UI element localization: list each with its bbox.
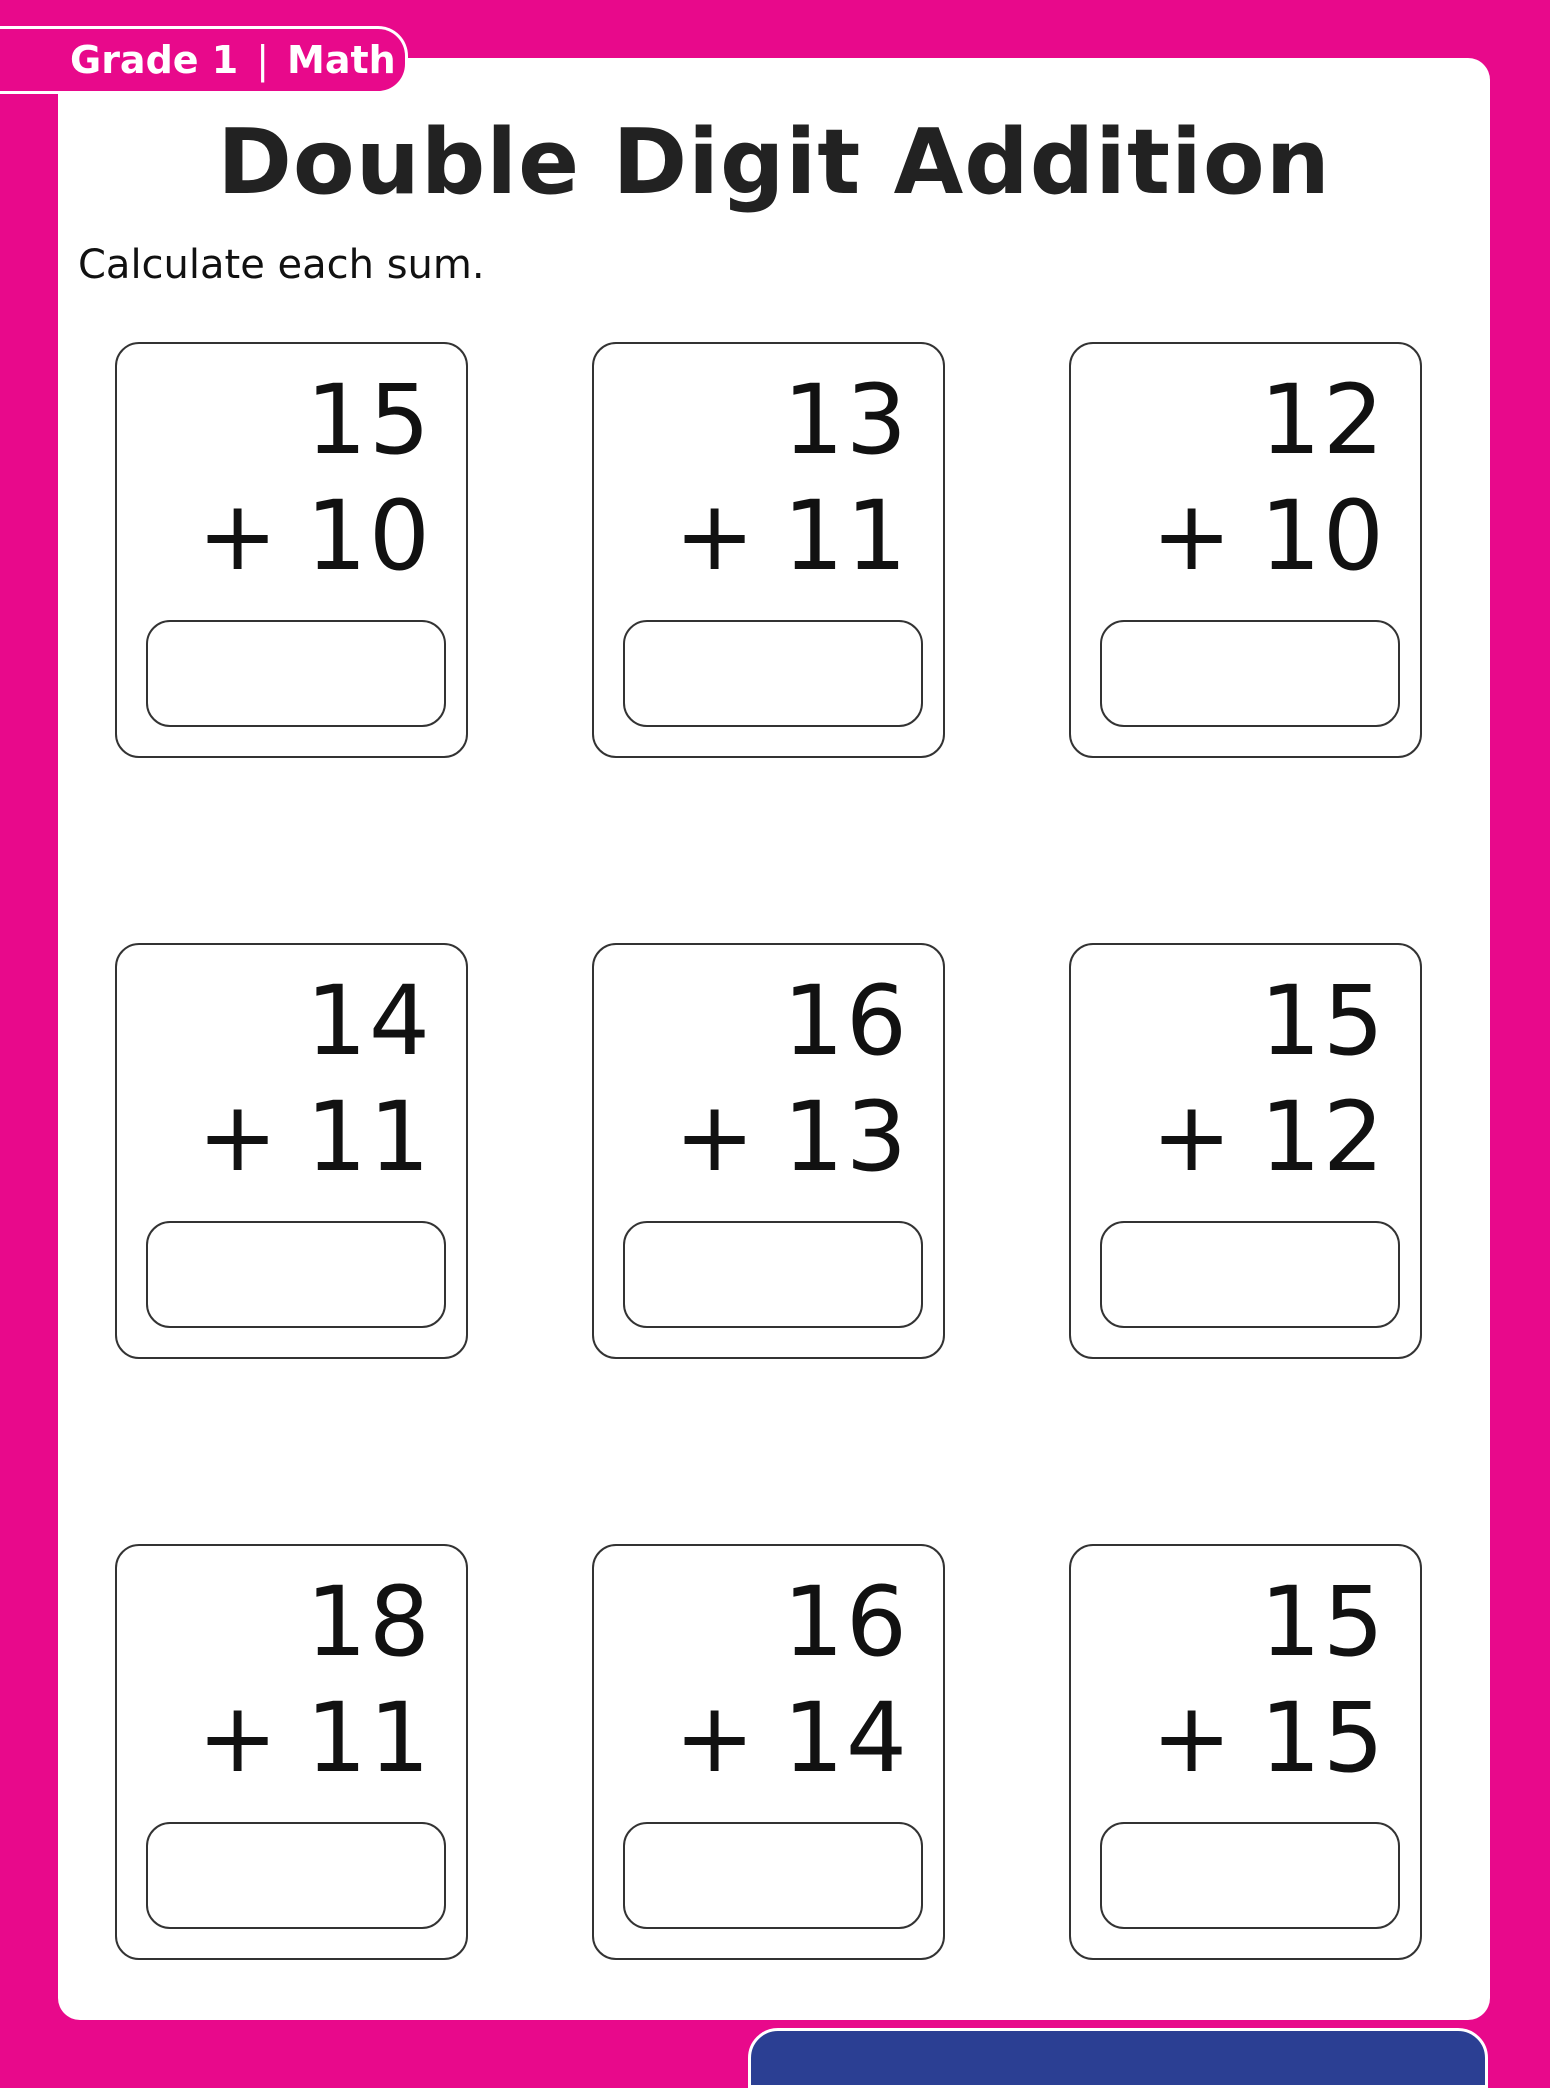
problem-card-1 [115,342,468,758]
answer-box[interactable] [623,620,923,727]
subject-label: Math [287,38,396,82]
instruction-text: Calculate each sum. [78,242,485,288]
problem-card-7 [115,1544,468,1960]
addend-bottom-row [197,480,432,592]
plus-sign: + [674,1682,757,1794]
addend-bottom-row [197,1081,432,1193]
plus-sign: + [197,1081,280,1193]
addend-bottom-row [674,480,909,592]
addend-bottom: 11 [305,1682,432,1794]
grade-label: Grade 1 [70,38,239,82]
addend-bottom-row [1151,1081,1386,1193]
addend-top: 15 [1259,1566,1386,1678]
addend-top: 15 [1259,965,1386,1077]
plus-sign: + [1151,480,1234,592]
problem-card-8 [592,1544,945,1960]
addend-bottom: 13 [782,1081,909,1193]
footer-banner [748,2028,1488,2088]
answer-box[interactable] [146,1221,446,1328]
plus-sign: + [1151,1682,1234,1794]
plus-sign: + [197,1682,280,1794]
answer-box[interactable] [1100,1221,1400,1328]
addend-top: 14 [305,965,432,1077]
plus-sign: + [197,480,280,592]
problem-card-6 [1069,943,1422,1359]
addend-bottom-row [674,1081,909,1193]
answer-box[interactable] [1100,620,1400,727]
addend-bottom-row [674,1682,909,1794]
problem-card-9 [1069,1544,1422,1960]
addend-bottom-row [1151,1682,1386,1794]
problem-card-3 [1069,342,1422,758]
page-title: Double Digit Addition [217,110,1331,215]
problem-card-4 [115,943,468,1359]
addend-top: 12 [1259,364,1386,476]
addend-bottom: 12 [1259,1081,1386,1193]
addend-top: 13 [782,364,909,476]
answer-box[interactable] [623,1822,923,1929]
addend-bottom: 11 [782,480,909,592]
problem-card-5 [592,943,945,1359]
addend-top: 15 [305,364,432,476]
problem-card-2 [592,342,945,758]
problem-grid [115,342,1422,1960]
addend-bottom-row [197,1682,432,1794]
tab-separator: | [256,38,270,82]
addend-bottom: 15 [1259,1682,1386,1794]
answer-box[interactable] [146,1822,446,1929]
answer-box[interactable] [623,1221,923,1328]
addend-top: 18 [305,1566,432,1678]
addend-top: 16 [782,1566,909,1678]
addend-bottom: 11 [305,1081,432,1193]
plus-sign: + [674,1081,757,1193]
addend-bottom: 10 [305,480,432,592]
grade-subject-tab [0,26,408,94]
answer-box[interactable] [1100,1822,1400,1929]
addend-bottom: 10 [1259,480,1386,592]
addend-bottom: 14 [782,1682,909,1794]
plus-sign: + [1151,1081,1234,1193]
addend-bottom-row [1151,480,1386,592]
addend-top: 16 [782,965,909,1077]
answer-box[interactable] [146,620,446,727]
plus-sign: + [674,480,757,592]
